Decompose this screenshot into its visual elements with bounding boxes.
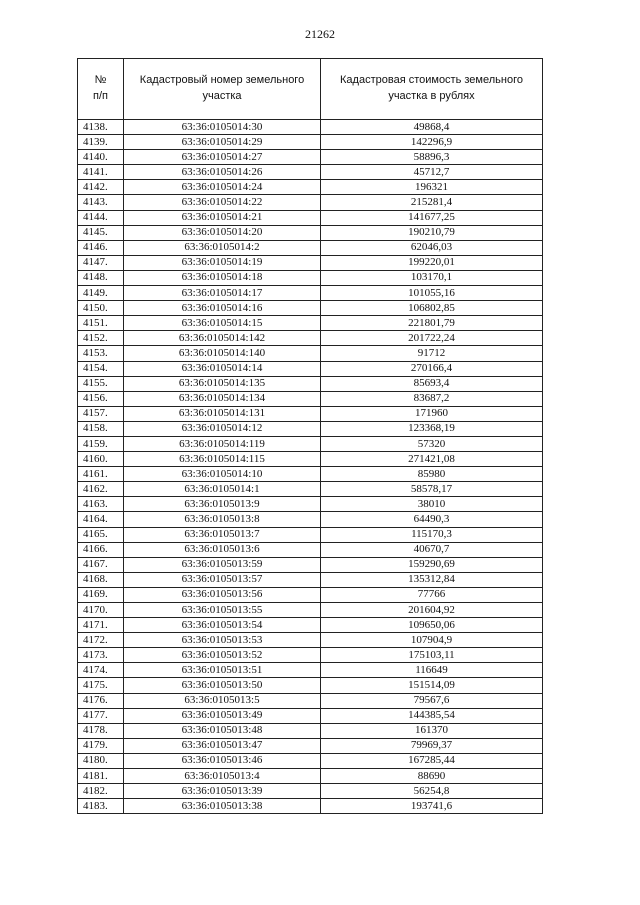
row-number: 4147. <box>78 255 124 270</box>
cadastral-number: 63:36:0105014:22 <box>124 195 321 210</box>
row-number: 4151. <box>78 316 124 331</box>
cadastral-number: 63:36:0105013:46 <box>124 753 321 768</box>
table-row <box>78 135 543 150</box>
table-row <box>78 316 543 331</box>
table-row <box>78 240 543 255</box>
cadastral-number: 63:36:0105013:5 <box>124 693 321 708</box>
cadastral-value: 201604,92 <box>321 603 543 618</box>
cadastral-value: 85980 <box>321 467 543 482</box>
cadastral-value: 38010 <box>321 497 543 512</box>
cadastral-value: 167285,44 <box>321 753 543 768</box>
table-row <box>78 376 543 391</box>
table-row <box>78 678 543 693</box>
table-row <box>78 452 543 467</box>
cadastral-number: 63:36:0105014:16 <box>124 301 321 316</box>
table-row <box>78 542 543 557</box>
row-number: 4170. <box>78 603 124 618</box>
cadastral-number: 63:36:0105013:56 <box>124 587 321 602</box>
cadastral-value: 193741,6 <box>321 799 543 814</box>
table-row <box>78 286 543 301</box>
table-row <box>78 165 543 180</box>
cadastral-value: 62046,03 <box>321 240 543 255</box>
row-number: 4182. <box>78 784 124 799</box>
cadastral-number: 63:36:0105013:50 <box>124 678 321 693</box>
cadastral-number: 63:36:0105014:29 <box>124 135 321 150</box>
row-number: 4160. <box>78 452 124 467</box>
row-number: 4179. <box>78 738 124 753</box>
cadastral-value: 56254,8 <box>321 784 543 799</box>
row-number: 4169. <box>78 587 124 602</box>
row-number: 4138. <box>78 120 124 135</box>
cadastral-value: 109650,06 <box>321 618 543 633</box>
cadastral-number: 63:36:0105014:10 <box>124 467 321 482</box>
cadastral-number: 63:36:0105014:135 <box>124 376 321 391</box>
cadastral-number: 63:36:0105014:2 <box>124 240 321 255</box>
cadastral-value: 141677,25 <box>321 210 543 225</box>
row-number: 4145. <box>78 225 124 240</box>
row-number: 4158. <box>78 421 124 436</box>
table-row <box>78 436 543 451</box>
row-number: 4162. <box>78 482 124 497</box>
row-number: 4163. <box>78 497 124 512</box>
row-number: 4144. <box>78 210 124 225</box>
row-number: 4149. <box>78 286 124 301</box>
cadastral-value: 101055,16 <box>321 286 543 301</box>
cadastral-number: 63:36:0105014:131 <box>124 406 321 421</box>
cadastral-value: 115170,3 <box>321 527 543 542</box>
cadastral-value: 151514,09 <box>321 678 543 693</box>
row-number: 4153. <box>78 346 124 361</box>
cadastral-number: 63:36:0105013:57 <box>124 572 321 587</box>
row-number: 4173. <box>78 648 124 663</box>
cadastral-number: 63:36:0105014:27 <box>124 150 321 165</box>
table-header-row <box>78 59 543 120</box>
row-number: 4174. <box>78 663 124 678</box>
cadastral-number: 63:36:0105014:14 <box>124 361 321 376</box>
row-number: 4177. <box>78 708 124 723</box>
cadastral-value: 103170,1 <box>321 270 543 285</box>
cadastral-value: 83687,2 <box>321 391 543 406</box>
table-row <box>78 391 543 406</box>
cadastral-value: 45712,7 <box>321 165 543 180</box>
table-row <box>78 753 543 768</box>
table-row <box>78 633 543 648</box>
row-number: 4142. <box>78 180 124 195</box>
table-row <box>78 618 543 633</box>
cadastral-number: 63:36:0105013:48 <box>124 723 321 738</box>
cadastral-number: 63:36:0105014:21 <box>124 210 321 225</box>
cadastral-number: 63:36:0105013:49 <box>124 708 321 723</box>
row-number: 4143. <box>78 195 124 210</box>
table-row <box>78 482 543 497</box>
cadastral-value: 271421,08 <box>321 452 543 467</box>
table-row <box>78 467 543 482</box>
cadastral-value: 123368,19 <box>321 421 543 436</box>
cadastral-number: 63:36:0105013:47 <box>124 738 321 753</box>
row-number: 4159. <box>78 436 124 451</box>
cadastral-number: 63:36:0105014:20 <box>124 225 321 240</box>
table-row <box>78 346 543 361</box>
row-number: 4154. <box>78 361 124 376</box>
row-number: 4150. <box>78 301 124 316</box>
table-row <box>78 270 543 285</box>
cadastral-number: 63:36:0105013:51 <box>124 663 321 678</box>
cadastral-number: 63:36:0105013:39 <box>124 784 321 799</box>
cadastral-number: 63:36:0105014:24 <box>124 180 321 195</box>
cadastral-value: 49868,4 <box>321 120 543 135</box>
cadastral-value: 106802,85 <box>321 301 543 316</box>
cadastral-value: 270166,4 <box>321 361 543 376</box>
table-row <box>78 784 543 799</box>
table-row <box>78 150 543 165</box>
cadastral-number: 63:36:0105014:12 <box>124 421 321 436</box>
cadastral-number: 63:36:0105013:8 <box>124 512 321 527</box>
cadastral-value: 142296,9 <box>321 135 543 150</box>
table-body <box>78 120 543 814</box>
table-row <box>78 572 543 587</box>
cadastral-value: 77766 <box>321 587 543 602</box>
cadastral-value: 58578,17 <box>321 482 543 497</box>
cadastral-number: 63:36:0105013:52 <box>124 648 321 663</box>
table-row <box>78 708 543 723</box>
cadastral-number: 63:36:0105014:15 <box>124 316 321 331</box>
table-row <box>78 648 543 663</box>
cadastral-value: 199220,01 <box>321 255 543 270</box>
table-row <box>78 180 543 195</box>
row-number: 4168. <box>78 572 124 587</box>
cadastral-value: 79969,37 <box>321 738 543 753</box>
cadastral-number: 63:36:0105014:1 <box>124 482 321 497</box>
table-row <box>78 406 543 421</box>
cadastral-value: 190210,79 <box>321 225 543 240</box>
row-number: 4146. <box>78 240 124 255</box>
row-number: 4178. <box>78 723 124 738</box>
row-number: 4148. <box>78 270 124 285</box>
cadastral-value: 107904,9 <box>321 633 543 648</box>
cadastral-number: 63:36:0105014:119 <box>124 436 321 451</box>
row-number: 4140. <box>78 150 124 165</box>
table-row <box>78 497 543 512</box>
header-cadastral-value: Кадастровая стоимость земельного участка в рублях <box>321 59 543 120</box>
cadastral-number: 63:36:0105013:54 <box>124 618 321 633</box>
row-number: 4172. <box>78 633 124 648</box>
cadastral-number: 63:36:0105013:53 <box>124 633 321 648</box>
cadastral-number: 63:36:0105013:59 <box>124 557 321 572</box>
table-row <box>78 769 543 784</box>
table-row <box>78 693 543 708</box>
row-number: 4166. <box>78 542 124 557</box>
row-number: 4155. <box>78 376 124 391</box>
cadastral-value: 135312,84 <box>321 572 543 587</box>
cadastral-value: 161370 <box>321 723 543 738</box>
row-number: 4157. <box>78 406 124 421</box>
row-number: 4180. <box>78 753 124 768</box>
cadastral-number: 63:36:0105014:17 <box>124 286 321 301</box>
cadastral-value: 85693,4 <box>321 376 543 391</box>
cadastral-number: 63:36:0105013:38 <box>124 799 321 814</box>
cadastral-value: 159290,69 <box>321 557 543 572</box>
cadastral-number: 63:36:0105014:30 <box>124 120 321 135</box>
header-cadastral-number: Кадастровый номер земельного участка <box>124 59 321 120</box>
table-row <box>78 421 543 436</box>
table-row <box>78 301 543 316</box>
cadastral-number: 63:36:0105013:55 <box>124 603 321 618</box>
row-number: 4141. <box>78 165 124 180</box>
cadastral-value: 144385,54 <box>321 708 543 723</box>
cadastral-value: 57320 <box>321 436 543 451</box>
header-number: № п/п <box>78 59 124 120</box>
cadastral-value: 91712 <box>321 346 543 361</box>
table-row <box>78 527 543 542</box>
row-number: 4181. <box>78 769 124 784</box>
row-number: 4164. <box>78 512 124 527</box>
table-row <box>78 331 543 346</box>
page-number: 21262 <box>305 27 335 41</box>
row-number: 4171. <box>78 618 124 633</box>
table-row <box>78 255 543 270</box>
cadastral-number: 63:36:0105014:134 <box>124 391 321 406</box>
cadastral-number: 63:36:0105014:26 <box>124 165 321 180</box>
table-row <box>78 799 543 814</box>
cadastral-value: 58896,3 <box>321 150 543 165</box>
cadastral-value: 221801,79 <box>321 316 543 331</box>
table-row <box>78 663 543 678</box>
row-number: 4165. <box>78 527 124 542</box>
cadastral-number: 63:36:0105014:140 <box>124 346 321 361</box>
row-number: 4176. <box>78 693 124 708</box>
table-row <box>78 587 543 602</box>
cadastral-number: 63:36:0105014:142 <box>124 331 321 346</box>
cadastral-number: 63:36:0105013:4 <box>124 769 321 784</box>
row-number: 4183. <box>78 799 124 814</box>
table-row <box>78 210 543 225</box>
row-number: 4161. <box>78 467 124 482</box>
table-row <box>78 361 543 376</box>
cadastral-value: 116649 <box>321 663 543 678</box>
table-row <box>78 603 543 618</box>
table-row <box>78 195 543 210</box>
cadastral-value: 79567,6 <box>321 693 543 708</box>
row-number: 4139. <box>78 135 124 150</box>
cadastral-value: 215281,4 <box>321 195 543 210</box>
table-row <box>78 512 543 527</box>
cadastral-value: 196321 <box>321 180 543 195</box>
cadastral-number: 63:36:0105013:6 <box>124 542 321 557</box>
cadastral-number: 63:36:0105014:19 <box>124 255 321 270</box>
table-row <box>78 738 543 753</box>
cadastral-value: 201722,24 <box>321 331 543 346</box>
cadastral-value: 175103,11 <box>321 648 543 663</box>
row-number: 4156. <box>78 391 124 406</box>
table-row <box>78 225 543 240</box>
cadastral-value: 171960 <box>321 406 543 421</box>
cadastral-value: 40670,7 <box>321 542 543 557</box>
cadastral-number: 63:36:0105013:9 <box>124 497 321 512</box>
cadastral-number: 63:36:0105013:7 <box>124 527 321 542</box>
table-row <box>78 723 543 738</box>
cadastral-value-table <box>77 58 543 814</box>
cadastral-number: 63:36:0105014:18 <box>124 270 321 285</box>
cadastral-value: 64490,3 <box>321 512 543 527</box>
row-number: 4152. <box>78 331 124 346</box>
cadastral-number: 63:36:0105014:115 <box>124 452 321 467</box>
row-number: 4175. <box>78 678 124 693</box>
table-row <box>78 120 543 135</box>
table-row <box>78 557 543 572</box>
row-number: 4167. <box>78 557 124 572</box>
cadastral-value: 88690 <box>321 769 543 784</box>
